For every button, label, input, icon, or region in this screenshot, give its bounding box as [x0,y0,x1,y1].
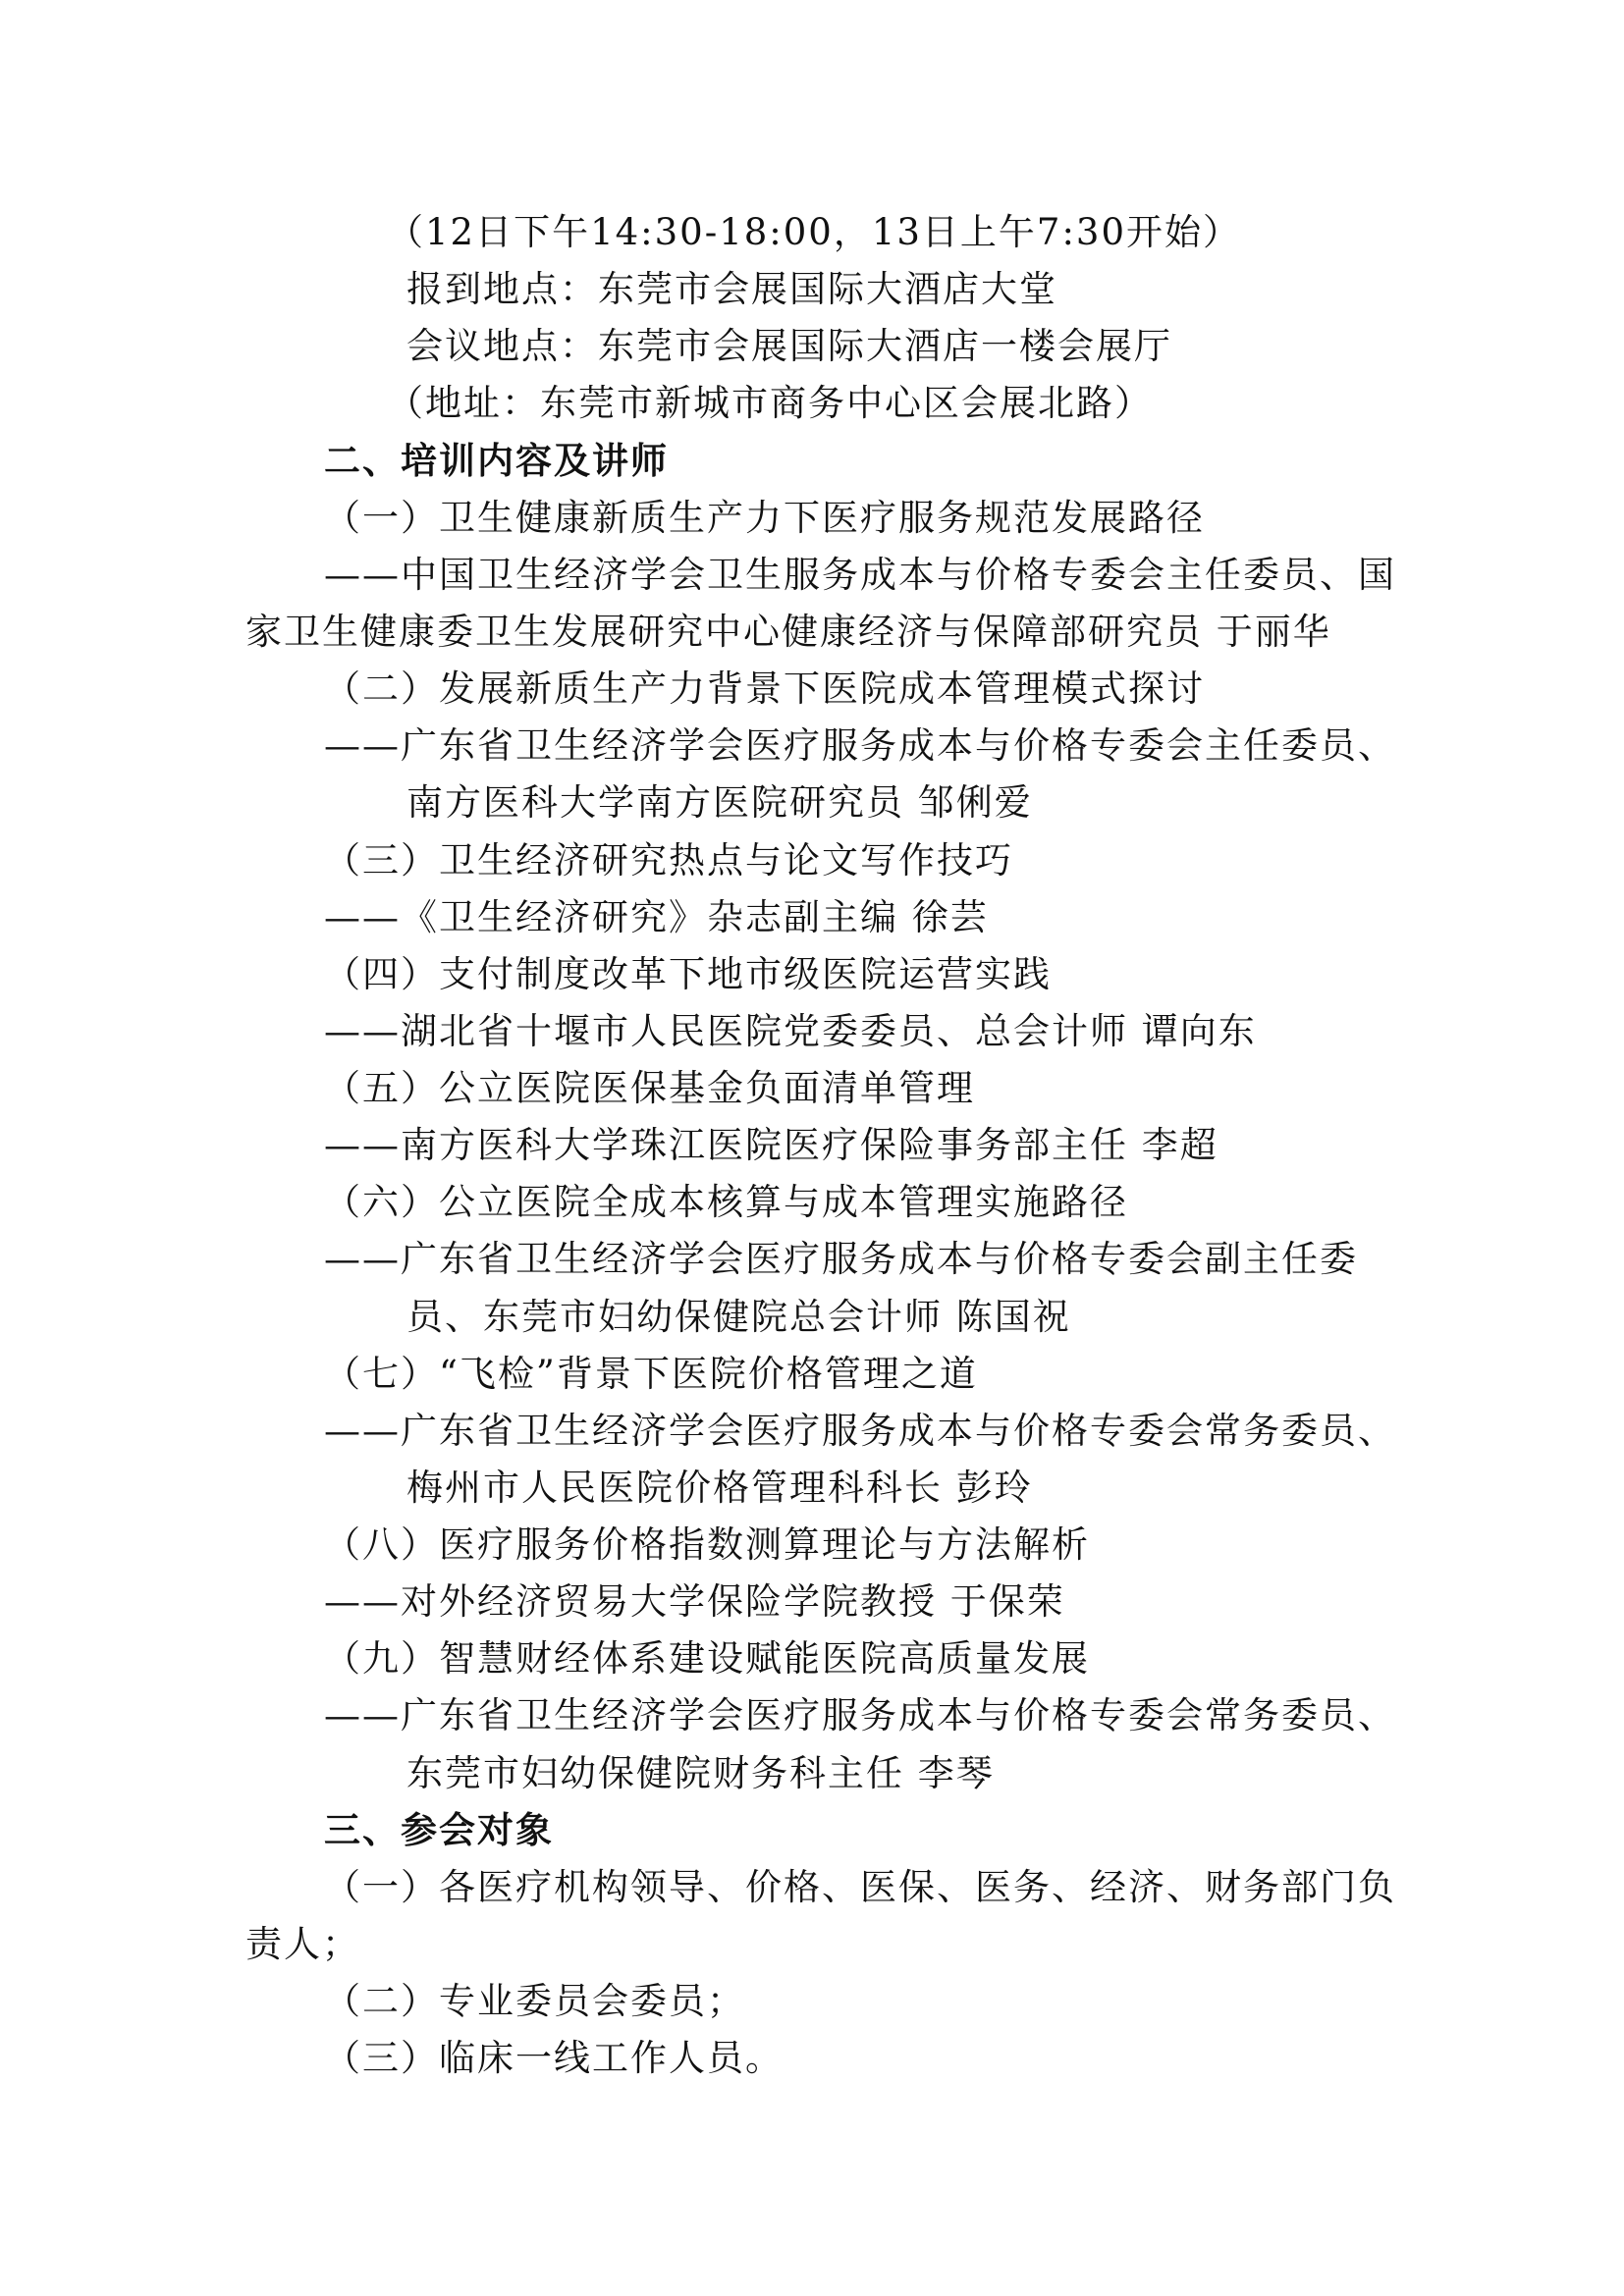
topic-title: （三）卫生经济研究热点与论文写作技巧 [324,839,1013,881]
topic-speaker-line: ——广东省卫生经济学会医疗服务成本与价格专委会常务委员、 [324,1694,1396,1736]
topic-speaker-line: ——广东省卫生经济学会医疗服务成本与价格专委会主任委员、 [324,724,1396,767]
topic-title: （四）支付制度改革下地市级医院运营实践 [324,953,1052,995]
topic-title: （一）卫生健康新质生产力下医疗服务规范发展路径 [324,497,1205,539]
section-heading-training: 二、培训内容及讲师 [324,440,669,482]
topic-speaker-line: ——《卫生经济研究》杂志副主编 徐芸 [324,896,989,938]
topic-speaker-line: 家卫生健康委卫生发展研究中心健康经济与保障部研究员 于丽华 [245,611,1331,653]
topic-speaker-line: ——对外经济贸易大学保险学院教授 于保荣 [324,1580,1065,1623]
topic-title: （九）智慧财经体系建设赋能医院高质量发展 [324,1637,1090,1680]
meeting-place: 会议地点：东莞市会展国际大酒店一楼会展厅 [406,325,1172,367]
topic-speaker-line: 南方医科大学南方医院研究员 邹俐爱 [406,781,1033,824]
attendee-item: （三）临床一线工作人员。 [324,2037,784,2079]
section-heading-attendees: 三、参会对象 [324,1809,554,1851]
topic-speaker-line: 员、东莞市妇幼保健院总会计师 陈国祝 [406,1296,1071,1338]
meeting-address: （地址：东莞市新城市商务中心区会展北路） [387,382,1153,424]
registration-time-note: （12日下午14:30-18:00，13日上午7:30开始） [387,211,1242,253]
topic-speaker-line: ——湖北省十堰市人民医院党委委员、总会计师 谭向东 [324,1010,1257,1052]
topic-title: （七）“飞检”背景下医院价格管理之道 [324,1353,978,1395]
topic-title: （五）公立医院医保基金负面清单管理 [324,1067,975,1109]
topic-speaker-line: ——中国卫生经济学会卫生服务成本与价格专委会主任委员、国 [324,554,1396,596]
topic-speaker-line: ——广东省卫生经济学会医疗服务成本与价格专委会副主任委 [324,1238,1358,1280]
topic-speaker-line: 东莞市妇幼保健院财务科主任 李琴 [406,1752,995,1794]
checkin-place: 报到地点：东莞市会展国际大酒店大堂 [406,268,1057,310]
topic-title: （二）发展新质生产力背景下医院成本管理模式探讨 [324,667,1205,710]
topic-title: （六）公立医院全成本核算与成本管理实施路径 [324,1181,1128,1223]
topic-speaker-line: ——广东省卫生经济学会医疗服务成本与价格专委会常务委员、 [324,1410,1396,1452]
attendee-item: 责人； [245,1923,360,1965]
attendee-item: （一）各医疗机构领导、价格、医保、医务、经济、财务部门负 [324,1866,1396,1908]
topic-title: （八）医疗服务价格指数测算理论与方法解析 [324,1523,1090,1566]
attendee-item: （二）专业委员会委员； [324,1980,745,2022]
topic-speaker-line: ——南方医科大学珠江医院医疗保险事务部主任 李超 [324,1124,1218,1166]
topic-speaker-line: 梅州市人民医院价格管理科科长 彭玲 [406,1467,1033,1509]
